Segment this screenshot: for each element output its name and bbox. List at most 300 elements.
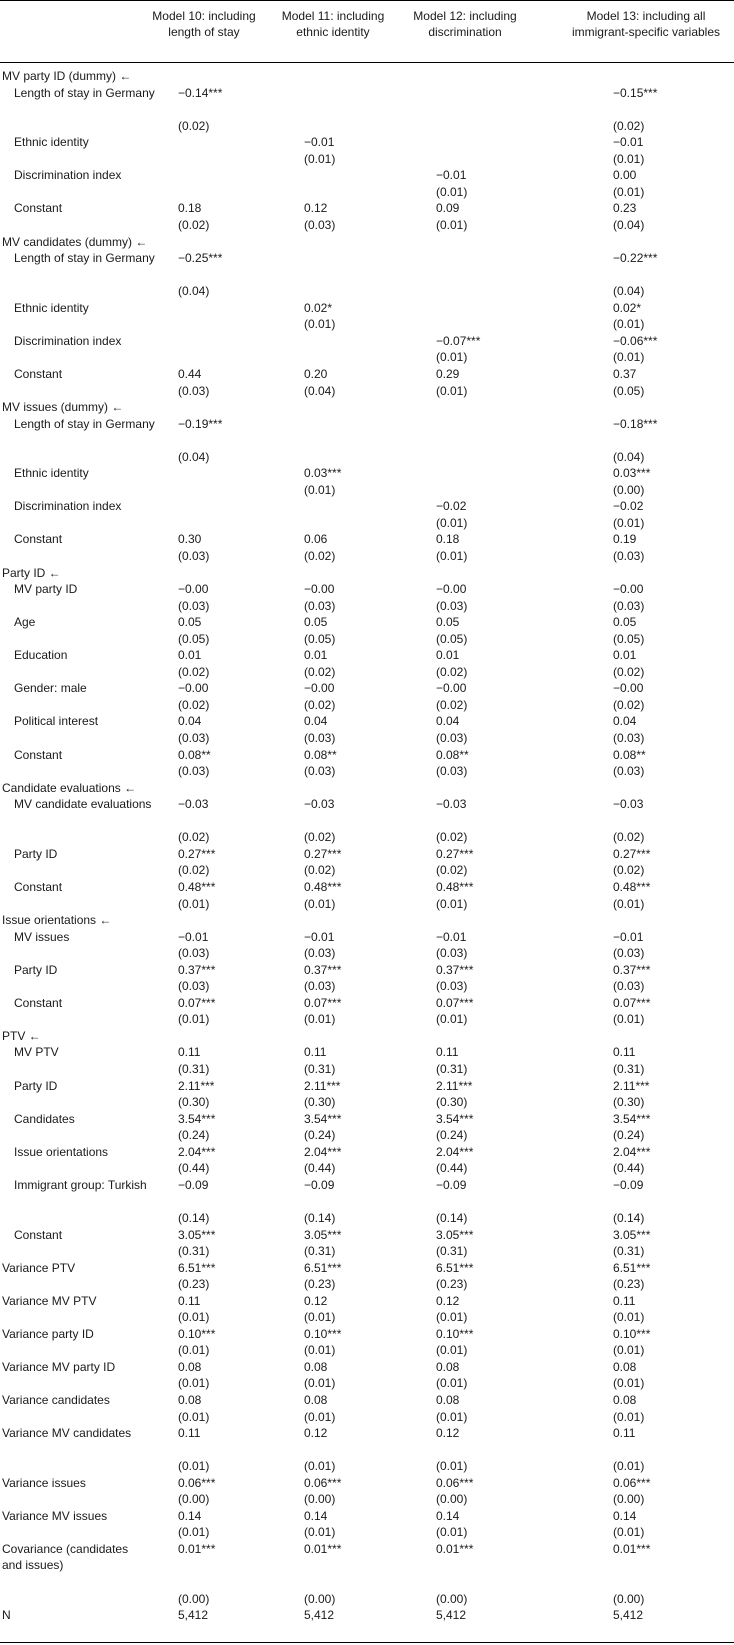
cell-model-12: 0.27***	[436, 846, 474, 861]
cell-model-13: (0.05)	[613, 631, 645, 646]
row-label: Variance MV candidates	[2, 1426, 132, 1441]
row-label: Ethnic identity	[14, 135, 89, 150]
table-row	[0, 1260, 734, 1277]
cell-model-10: −0.03	[178, 797, 209, 812]
cell-model-13: 0.06***	[613, 1475, 651, 1490]
table-row-se	[0, 1342, 734, 1359]
cell-model-10: 2.04***	[178, 1144, 216, 1159]
table-row	[0, 581, 734, 598]
table-row	[0, 465, 734, 482]
cell-model-10: (0.05)	[178, 631, 210, 646]
cell-model-13: −0.01	[613, 135, 644, 150]
cell-model-10: 0.10***	[178, 1326, 216, 1341]
cell-model-13: (0.23)	[613, 1277, 645, 1292]
table-row	[0, 1028, 734, 1045]
cell-model-10: 0.08**	[178, 747, 211, 762]
cell-model-13: 0.08	[613, 1393, 637, 1407]
cell-model-11: (0.01)	[304, 1012, 336, 1027]
cell-model-13: 0.05	[613, 615, 637, 630]
cell-model-13: (0.31)	[613, 1062, 645, 1076]
cell-model-10: (0.01)	[178, 896, 210, 911]
cell-model-11: 0.05	[304, 615, 328, 630]
cell-model-10: −0.00	[178, 582, 209, 597]
cell-model-13: (0.03)	[613, 979, 645, 994]
cell-model-11: (0.01)	[304, 1525, 336, 1540]
table-row	[0, 167, 734, 184]
cell-model-10: 0.08	[178, 1393, 202, 1407]
cell-model-12: (0.24)	[436, 1128, 468, 1143]
cell-model-13: (0.03)	[613, 549, 645, 563]
column-header-model-12: Model 12: including discrimination	[413, 9, 517, 39]
table-row	[0, 399, 734, 416]
cell-model-10: (0.00)	[178, 1591, 210, 1606]
cell-model-13: (0.01)	[613, 317, 645, 332]
cell-model-13: −0.00	[613, 582, 644, 597]
row-label: N	[2, 1608, 11, 1623]
row-label: Constant	[14, 995, 63, 1010]
cell-model-10: (0.01)	[178, 1409, 210, 1424]
table-row	[0, 879, 734, 896]
cell-model-11: (0.01)	[304, 896, 336, 911]
table-row-se	[0, 1127, 734, 1144]
table-row-se	[0, 1011, 734, 1028]
cell-model-10: 6.51***	[178, 1260, 216, 1275]
row-label: Discrimination index	[14, 168, 122, 183]
cell-model-13: 0.08	[613, 1359, 637, 1374]
row-label: Candidate evaluations ←	[2, 780, 137, 795]
cell-model-13: (0.00)	[613, 1591, 645, 1606]
cell-model-10: 0.05	[178, 615, 202, 630]
table-row-se	[0, 664, 734, 681]
table-row-se	[0, 383, 734, 400]
row-label: Candidates	[14, 1111, 75, 1126]
cell-model-12: 0.11	[436, 1045, 459, 1060]
cell-model-12: (0.00)	[436, 1492, 468, 1507]
cell-model-10: (0.23)	[178, 1277, 210, 1292]
table-row	[0, 1227, 734, 1244]
cell-model-10: −0.00	[178, 681, 209, 696]
cell-model-10: 3.05***	[178, 1227, 216, 1242]
cell-model-11: 0.01	[304, 648, 328, 663]
table-row-se	[0, 1160, 734, 1177]
row-label: Party ID	[14, 846, 58, 861]
table-row-se	[0, 515, 734, 532]
cell-model-13: −0.00	[613, 681, 644, 696]
row-label: Constant	[14, 1227, 63, 1242]
row-label: Constant	[14, 747, 63, 762]
table-row	[0, 929, 734, 946]
cell-model-11: 5,412	[304, 1608, 335, 1623]
cell-model-11: 0.06	[304, 532, 328, 547]
table-row	[0, 1078, 734, 1095]
cell-model-12: (0.23)	[436, 1277, 468, 1292]
cell-model-13: (0.01)	[613, 350, 645, 365]
cell-model-10: (0.04)	[178, 284, 210, 299]
cell-model-10: (0.24)	[178, 1128, 210, 1143]
cell-model-10: (0.31)	[178, 1062, 210, 1076]
cell-model-10: 0.11	[178, 1045, 201, 1060]
cell-model-11: 0.37***	[304, 962, 342, 977]
cell-model-10: 0.01	[178, 648, 202, 663]
cell-model-10: −0.09	[178, 1177, 209, 1192]
table-row	[0, 780, 734, 797]
cell-model-11: (0.24)	[304, 1128, 336, 1143]
cell-model-13: (0.01)	[613, 1376, 645, 1391]
cell-model-13: (0.14)	[613, 1210, 645, 1225]
cell-model-10: (0.03)	[178, 946, 210, 961]
cell-model-11: 0.11	[304, 1045, 327, 1060]
cell-model-12: 0.04	[436, 714, 460, 729]
cell-model-10: (0.01)	[178, 1343, 210, 1358]
cell-model-12: (0.02)	[436, 830, 468, 845]
table-row	[0, 1144, 734, 1161]
table-row-se	[0, 217, 734, 234]
table-row	[0, 200, 734, 217]
table-row	[0, 366, 734, 383]
cell-model-13: (0.02)	[613, 664, 645, 679]
table-row	[0, 614, 734, 631]
table-row	[0, 1541, 734, 1572]
cell-model-12: 6.51***	[436, 1260, 474, 1275]
cell-model-11: (0.04)	[304, 383, 336, 398]
cell-model-13: −0.01	[613, 929, 644, 944]
cell-model-13: 0.00	[613, 168, 637, 183]
cell-model-12: 3.05***	[436, 1227, 474, 1242]
cell-model-12: 0.07***	[436, 995, 474, 1010]
row-label: Party ID ←	[2, 565, 61, 580]
row-label: Age	[14, 615, 36, 630]
cell-model-13: 0.37	[613, 366, 637, 381]
row-label: Constant	[14, 201, 63, 216]
cell-model-12: 0.09	[436, 201, 460, 216]
table-top-rule	[0, 0, 734, 1]
cell-model-11: −0.01	[304, 135, 335, 150]
cell-model-13: (0.02)	[613, 697, 645, 712]
cell-model-10: 0.30	[178, 532, 202, 547]
cell-model-10: 0.11	[178, 1426, 201, 1441]
cell-model-12: 0.08**	[436, 747, 469, 762]
table-row-se	[0, 349, 734, 366]
row-label: Variance MV party ID	[2, 1359, 116, 1374]
cell-model-10: 0.48***	[178, 879, 216, 894]
row-label: Party ID	[14, 962, 58, 977]
cell-model-12: 0.10***	[436, 1326, 474, 1341]
table-row	[0, 1359, 734, 1376]
cell-model-13: −0.06***	[613, 333, 658, 348]
table-row	[0, 796, 734, 813]
table-row-se	[0, 184, 734, 201]
cell-model-11: (0.31)	[304, 1062, 336, 1076]
table-row-se	[0, 829, 734, 846]
cell-model-10: −0.25***	[178, 251, 223, 266]
row-label: MV candidates (dummy) ←	[2, 234, 148, 249]
cell-model-11: (0.23)	[304, 1277, 336, 1292]
cell-model-13: 0.11	[613, 1293, 636, 1308]
table-row-se	[0, 862, 734, 879]
cell-model-10: (0.02)	[178, 664, 210, 679]
cell-model-12: 0.37***	[436, 962, 474, 977]
cell-model-12: 0.12	[436, 1293, 460, 1308]
cell-model-13: (0.01)	[613, 1409, 645, 1424]
table-row	[0, 1425, 734, 1442]
cell-model-12: (0.01)	[436, 383, 468, 398]
column-header-model-13: Model 13: including all immigrant-specific variables	[571, 9, 721, 39]
cell-model-12: −0.01	[436, 168, 467, 183]
cell-model-13: (0.01)	[613, 1310, 645, 1325]
table-row-se	[0, 283, 734, 300]
cell-model-12: 0.14	[436, 1508, 460, 1523]
row-label: MV PTV	[14, 1045, 59, 1060]
cell-model-10: 0.04	[178, 714, 202, 729]
table-row-se	[0, 945, 734, 962]
table-row	[0, 713, 734, 730]
cell-model-13: 0.03***	[613, 466, 651, 481]
cell-model-11: (0.01)	[304, 1310, 336, 1325]
table-row	[0, 1326, 734, 1343]
table-row-se	[0, 1210, 734, 1227]
cell-model-12: 0.18	[436, 532, 460, 547]
cell-model-11: (0.00)	[304, 1492, 336, 1507]
cell-model-10: (0.31)	[178, 1244, 210, 1258]
cell-model-10: (0.01)	[178, 1376, 210, 1391]
cell-model-13: (0.02)	[613, 830, 645, 845]
cell-model-13: 0.23	[613, 201, 637, 216]
table-row-se	[0, 598, 734, 615]
cell-model-12: (0.03)	[436, 764, 468, 779]
cell-model-11: 0.12	[304, 1293, 328, 1308]
cell-model-10: 2.11***	[178, 1078, 215, 1093]
cell-model-10: 3.54***	[178, 1111, 216, 1126]
cell-model-13: (0.01)	[613, 515, 645, 530]
cell-model-10: (0.02)	[178, 697, 210, 712]
table-row-se	[0, 697, 734, 714]
row-label: Covariance (candidates and issues)	[2, 1541, 129, 1572]
cell-model-13: 0.08**	[613, 747, 646, 762]
cell-model-12: (0.01)	[436, 1012, 468, 1027]
cell-model-11: (0.01)	[304, 151, 336, 166]
cell-model-12: 0.12	[436, 1426, 460, 1441]
row-label: MV issues (dummy) ←	[2, 400, 124, 414]
cell-model-13: 2.04***	[613, 1144, 651, 1159]
cell-model-13: 2.11***	[613, 1078, 650, 1093]
cell-model-10: 5,412	[178, 1608, 209, 1623]
cell-model-12: −0.01	[436, 929, 467, 944]
cell-model-10: 0.27***	[178, 846, 216, 861]
table-row-se	[0, 978, 734, 995]
table-row	[0, 531, 734, 548]
cell-model-12: 5,412	[436, 1608, 467, 1623]
cell-model-11: 0.08	[304, 1359, 328, 1374]
cell-model-13: (0.03)	[613, 598, 645, 613]
row-label: MV party ID (dummy) ←	[2, 69, 132, 83]
cell-model-13: (0.01)	[613, 1012, 645, 1027]
cell-model-12: 0.01***	[436, 1541, 474, 1556]
cell-model-13: (0.02)	[613, 863, 645, 878]
table-row	[0, 1392, 734, 1409]
cell-model-11: 0.07***	[304, 995, 342, 1010]
cell-model-10: (0.01)	[178, 1459, 210, 1474]
cell-model-13: (0.03)	[613, 764, 645, 779]
cell-model-13: (0.24)	[613, 1128, 645, 1143]
table-row-se	[0, 1524, 734, 1541]
cell-model-10: (0.02)	[178, 863, 210, 878]
cell-model-12: (0.01)	[436, 1459, 468, 1474]
cell-model-11: −0.00	[304, 681, 335, 696]
cell-model-11: 0.12	[304, 1426, 328, 1441]
table-row	[0, 134, 734, 151]
table-row-se	[0, 1491, 734, 1508]
cell-model-13: (0.31)	[613, 1244, 645, 1258]
cell-model-11: (0.01)	[304, 1409, 336, 1424]
table-row-se	[0, 730, 734, 747]
cell-model-10: (0.44)	[178, 1161, 210, 1176]
row-label: Political interest	[14, 714, 99, 729]
cell-model-12: −0.00	[436, 582, 467, 597]
cell-model-13: 3.54***	[613, 1111, 651, 1126]
cell-model-11: −0.03	[304, 797, 335, 812]
table-row	[0, 234, 734, 251]
table-row-se	[0, 151, 734, 168]
cell-model-13: 0.10***	[613, 1326, 651, 1341]
cell-model-10: (0.04)	[178, 449, 210, 464]
cell-model-10: 0.07***	[178, 995, 216, 1010]
cell-model-13: (0.03)	[613, 731, 645, 745]
cell-model-13: (0.04)	[613, 449, 645, 464]
cell-model-12: (0.00)	[436, 1591, 468, 1606]
row-label: PTV ←	[2, 1028, 41, 1043]
table-row	[0, 747, 734, 764]
cell-model-10: (0.30)	[178, 1095, 210, 1110]
cell-model-11: (0.02)	[304, 830, 336, 845]
cell-model-12: (0.05)	[436, 631, 468, 646]
table-row	[0, 416, 734, 433]
cell-model-13: (0.03)	[613, 946, 645, 961]
cell-model-13: 0.11	[613, 1045, 636, 1060]
cell-model-12: 2.11***	[436, 1078, 473, 1093]
cell-model-11: (0.01)	[304, 1343, 336, 1358]
cell-model-11: −0.01	[304, 929, 335, 944]
row-label: Constant	[14, 879, 63, 894]
cell-model-10: (0.14)	[178, 1210, 210, 1225]
cell-model-11: (0.14)	[304, 1210, 336, 1225]
cell-model-12: (0.01)	[436, 1525, 468, 1540]
row-label: Variance candidates	[2, 1393, 110, 1407]
cell-model-13: 3.05***	[613, 1227, 651, 1242]
cell-model-12: 0.06***	[436, 1475, 474, 1490]
cell-model-10: (0.00)	[178, 1492, 210, 1507]
cell-model-12: 0.48***	[436, 879, 474, 894]
cell-model-13: 0.27***	[613, 846, 651, 861]
cell-model-11: 0.08**	[304, 747, 337, 762]
cell-model-10: 0.06***	[178, 1475, 216, 1490]
cell-model-11: 6.51***	[304, 1260, 342, 1275]
cell-model-11: (0.30)	[304, 1095, 336, 1110]
cell-model-11: (0.02)	[304, 863, 336, 878]
cell-model-13: 0.14	[613, 1508, 637, 1523]
table-bottom-rule	[0, 1642, 734, 1643]
table-row	[0, 565, 734, 582]
table-row	[0, 498, 734, 515]
cell-model-12: −0.03	[436, 797, 467, 812]
cell-model-13: (0.01)	[613, 896, 645, 911]
table-row	[0, 647, 734, 664]
row-label: Length of stay in Germany	[14, 85, 155, 100]
cell-model-13: (0.00)	[613, 482, 645, 497]
cell-model-10: (0.03)	[178, 598, 210, 613]
cell-model-10: 0.44	[178, 366, 202, 381]
cell-model-11: −0.00	[304, 582, 335, 597]
cell-model-11: 0.14	[304, 1508, 328, 1523]
cell-model-12: (0.01)	[436, 549, 468, 563]
cell-model-11: (0.03)	[304, 946, 336, 961]
cell-model-12: (0.03)	[436, 598, 468, 613]
cell-model-12: (0.01)	[436, 184, 468, 199]
column-header-model-10: Model 10: including length of stay	[152, 9, 256, 39]
table-row	[0, 333, 734, 350]
row-label: Ethnic identity	[14, 300, 89, 315]
table-row	[0, 846, 734, 863]
cell-model-11: (0.02)	[304, 697, 336, 712]
table-row	[0, 250, 734, 267]
cell-model-13: (0.04)	[613, 218, 645, 232]
cell-model-13: 0.04	[613, 714, 637, 729]
cell-model-11: 0.27***	[304, 846, 342, 861]
cell-model-11: 0.20	[304, 366, 328, 381]
table-row	[0, 995, 734, 1012]
cell-model-11: 0.02*	[304, 300, 333, 315]
cell-model-11: (0.01)	[304, 482, 336, 497]
cell-model-11: 2.11***	[304, 1078, 341, 1093]
table-row	[0, 1508, 734, 1525]
cell-model-13: (0.01)	[613, 1525, 645, 1540]
cell-model-10: (0.01)	[178, 1525, 210, 1540]
cell-model-11: 3.05***	[304, 1227, 342, 1242]
cell-model-13: 0.01***	[613, 1541, 651, 1556]
table-row-se	[0, 449, 734, 466]
row-label: Gender: male	[14, 681, 87, 696]
cell-model-11: 0.06***	[304, 1475, 342, 1490]
cell-model-11: 0.12	[304, 201, 328, 216]
row-label: Ethnic identity	[14, 466, 89, 481]
cell-model-12: (0.01)	[436, 896, 468, 911]
cell-model-13: (0.01)	[613, 1459, 645, 1474]
table-row-se	[0, 1309, 734, 1326]
row-label: Variance MV issues	[2, 1508, 108, 1523]
cell-model-13: (0.30)	[613, 1095, 645, 1110]
cell-model-13: −0.22***	[613, 251, 658, 266]
cell-model-12: (0.30)	[436, 1095, 468, 1110]
cell-model-13: 5,412	[613, 1608, 644, 1623]
cell-model-11: (0.44)	[304, 1161, 336, 1176]
cell-model-11: (0.31)	[304, 1244, 336, 1258]
table-row	[0, 1177, 734, 1194]
table-row	[0, 1475, 734, 1492]
cell-model-11: (0.00)	[304, 1591, 336, 1606]
cell-model-13: 0.11	[613, 1426, 636, 1441]
cell-model-13: (0.01)	[613, 184, 645, 199]
table-row-se	[0, 896, 734, 913]
cell-model-11: −0.09	[304, 1177, 335, 1192]
cell-model-13: 0.01	[613, 648, 637, 663]
cell-model-10: (0.02)	[178, 830, 210, 845]
cell-model-11: 2.04***	[304, 1144, 342, 1159]
cell-model-12: (0.01)	[436, 1376, 468, 1391]
cell-model-11: (0.03)	[304, 764, 336, 779]
cell-model-10: 0.14	[178, 1508, 202, 1523]
cell-model-13: (0.02)	[613, 118, 645, 133]
cell-model-11: (0.03)	[304, 218, 336, 232]
cell-model-10: 0.08	[178, 1359, 202, 1374]
